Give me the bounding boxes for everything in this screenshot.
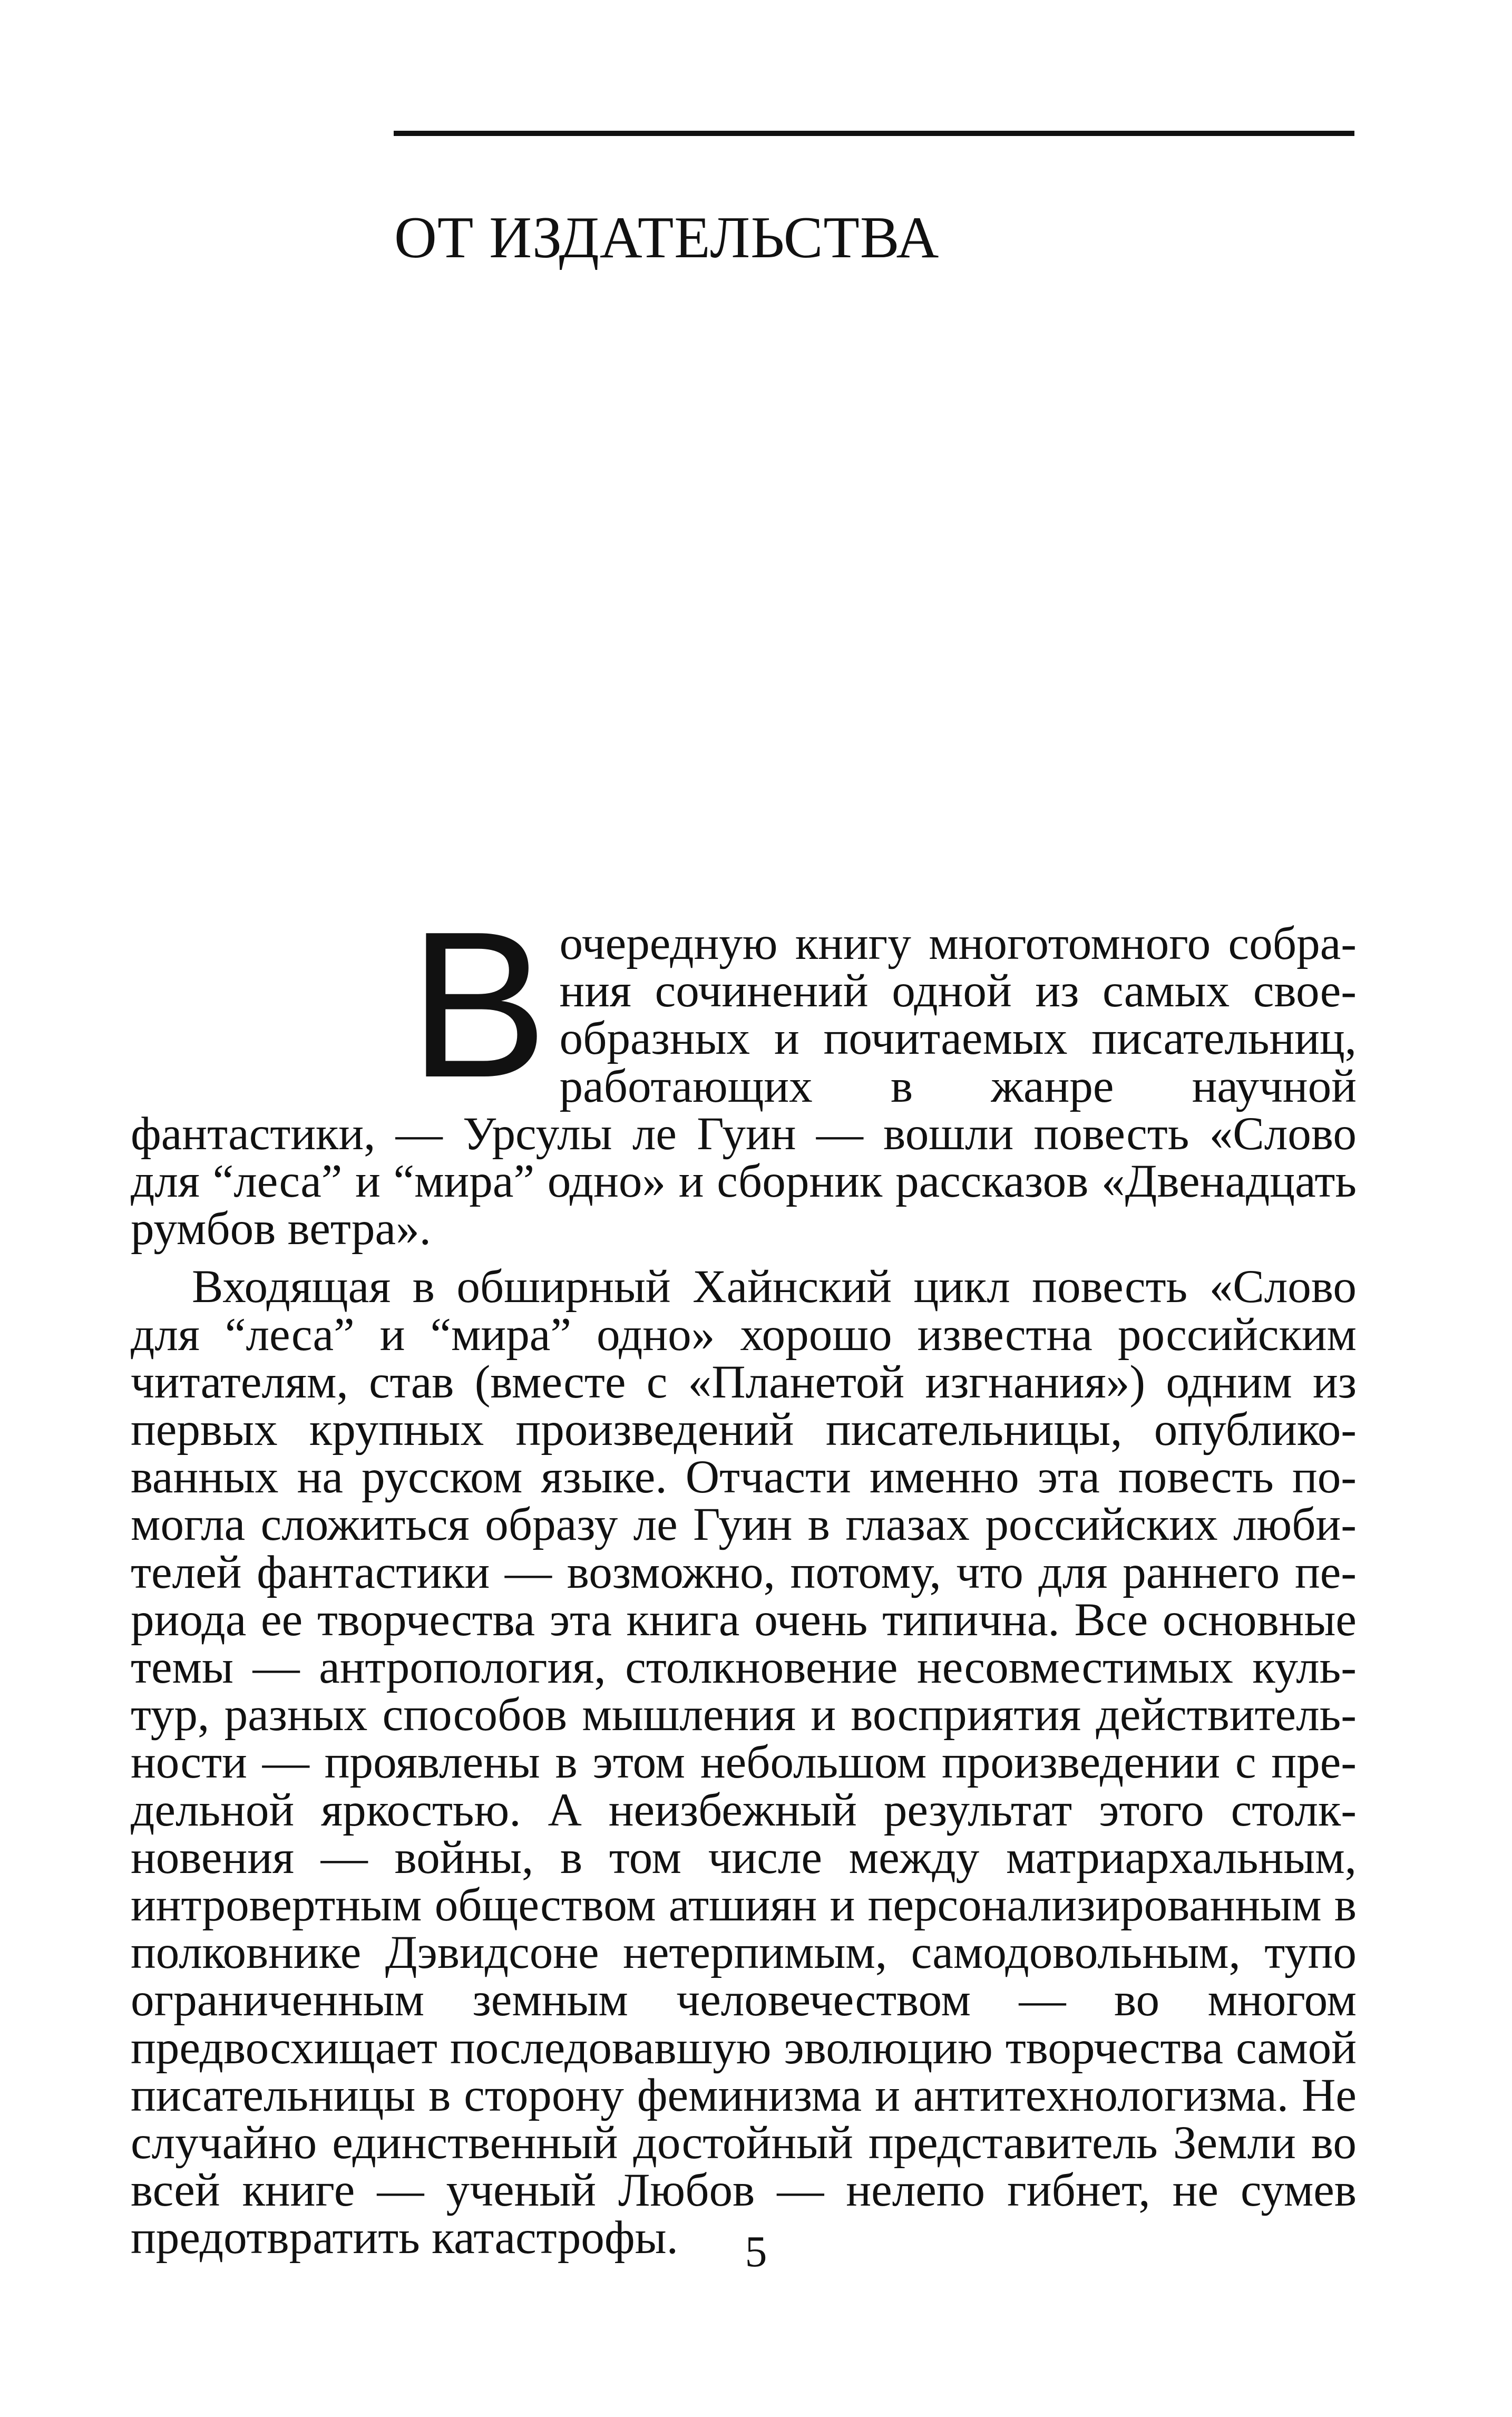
text-body <box>131 888 1357 2273</box>
paragraph-2: Входящая в обширный Хайнский цикл повесть «Слово для “леса” и “мира” одно» хорошо известна российским читателям, став (вместе с «Планетой изгнания») одним из первых крупных произведений писательницы, опубликованных на русском языке. Отчасти именно эта повесть помогла сложиться образу ле Гуин в глазах российских любителей фантастики — возможно, потому, что для раннего периода ее творчества эта книга очень типична. Все основные темы — антропология, столкновение несовместимых культур, разных способов мышления и восприятия действительности — проявлены в этом небольшом произведении с предельной яркостью. А неизбежный результат этого столкновения — войны, в том числе между матриархальным, интровертным обществом атшиян и персонализированным в полковнике Дэвидсоне нетерпимым, самодовольным, тупо ограниченным земным человечеством — во многом предвосхищает последовавшую эволюцию творчества самой писательницы в сторону феминизма и антитехнологизма. Не случайно единственный достойный представитель Земли во всей книге — ученый Любов — нелепо гибнет, не сумев предотвратить катастрофы. <box>131 1261 1357 2264</box>
paragraph-1-text: очередную книгу многотомного собрания сочинений одной из самых своеобразных и почитаемых писательниц, работающих в жанре научной фантастики, — Урсулы ле Гуин — вошли повесть «Слово для “леса” и “мира” одно» и сборник рассказов «Двенадцать румбов ветра». <box>131 918 1357 1255</box>
section-title: ОТ ИЗДАТЕЛЬСТВА <box>394 205 940 270</box>
page-number: 5 <box>745 2227 767 2276</box>
paragraph-1 <box>131 888 1357 1255</box>
dropcap: В <box>409 888 548 1121</box>
header-rule <box>394 131 1354 136</box>
